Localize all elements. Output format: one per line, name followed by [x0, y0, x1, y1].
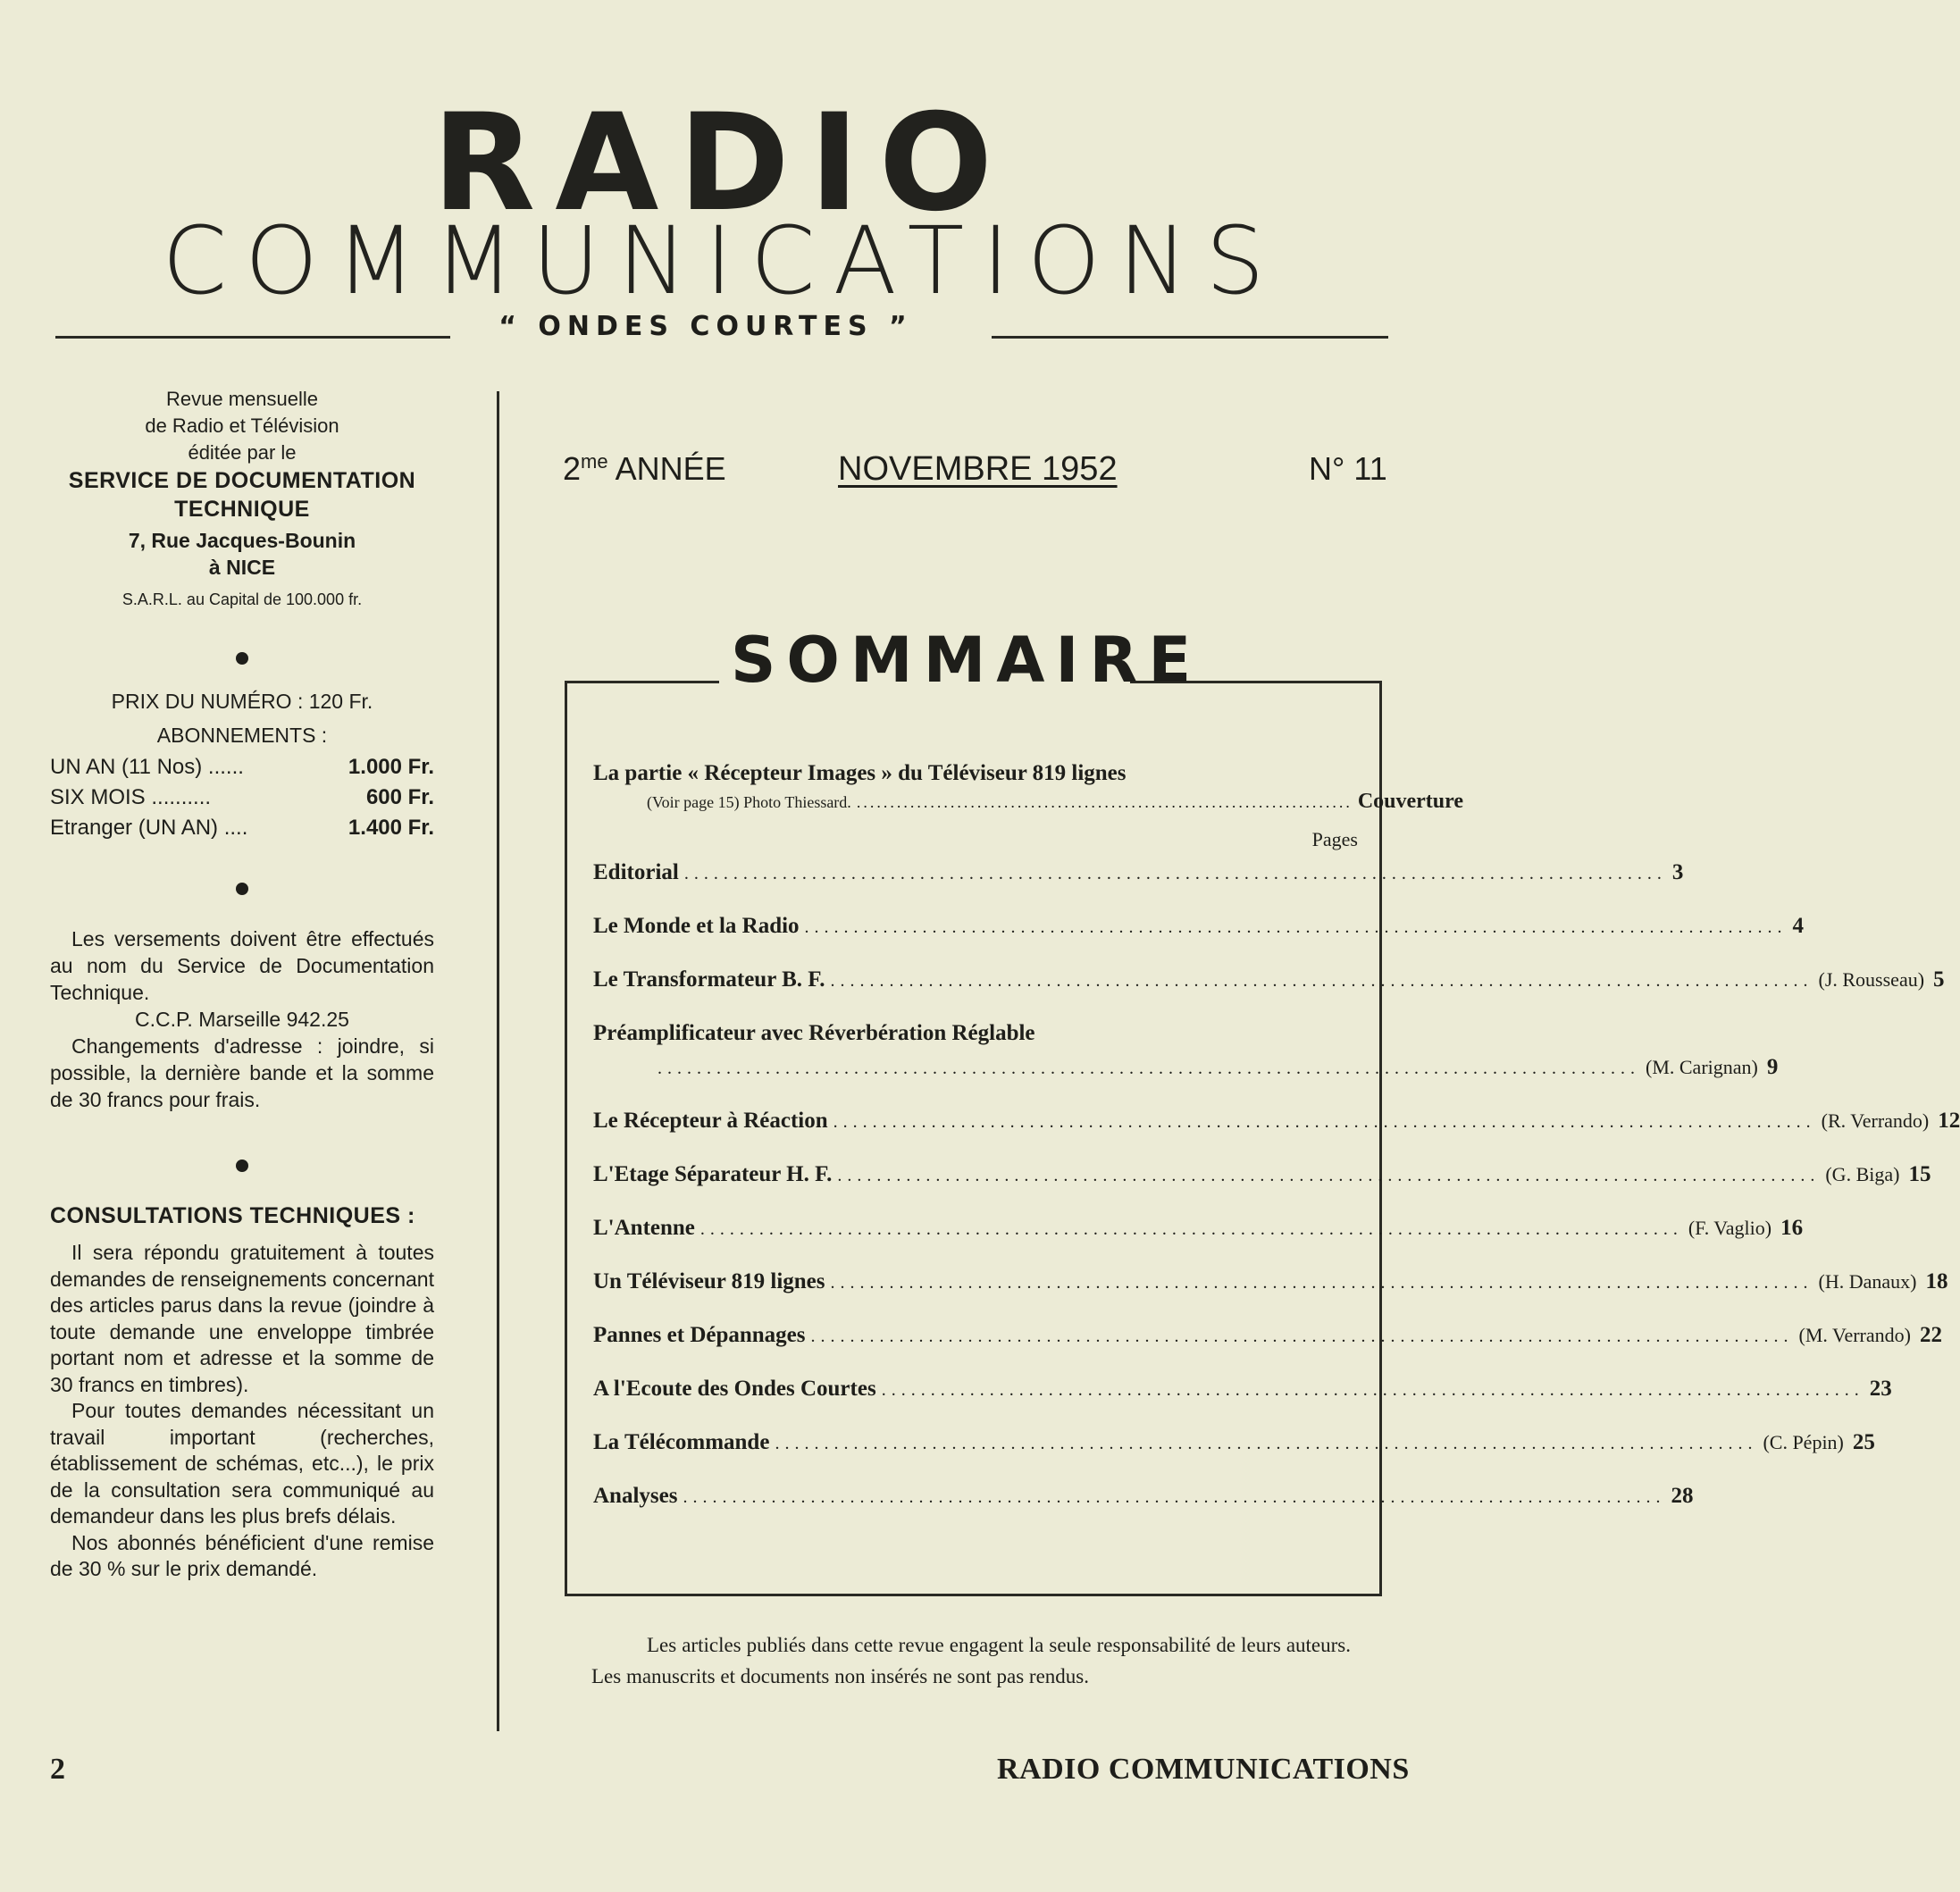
toc-entry: L'Etage Séparateur H. F. .................................................................................................... (G. Biga) 15 [593, 1162, 1931, 1186]
publisher-capital: S.A.R.L. au Capital de 100.000 fr. [121, 590, 363, 608]
consultations-para: Pour toutes demandes nécessitant un travail important (recherches, établissement de schémas, etc...), le prix de la consultation sera communiqué au demandeur dans les plus brefs délais. [50, 1399, 434, 1528]
ccp-number: C.C.P. Marseille 942.25 [135, 1008, 349, 1031]
table-of-contents [593, 761, 1960, 1518]
bullet-dot [236, 1159, 248, 1172]
toc-entry: Le Monde et la Radio .................................................................................................... 4 [593, 914, 1805, 938]
column-divider [497, 391, 499, 1731]
masthead-tagline: “ ONDES COURTES ” [498, 311, 913, 342]
consultations-para: Il sera répondu gratuitement à toutes demandes de renseignements concernant des articles parus dans la revue (joindre à toute demande une enveloppe timbrée portant nom et adresse et la somme de 30 francs en timbres). [50, 1241, 434, 1396]
consultations-heading: CONSULTATIONS TECHNIQUES : [50, 1203, 415, 1228]
price-line: PRIX DU NUMÉRO : 120 Fr. [111, 690, 373, 713]
toc-entry: Préamplificateur avec Réverbération Réglable .................................................................................................... (M. Carignan) 9 [593, 1021, 1779, 1079]
masthead-rule-left [55, 336, 450, 339]
disclaimer: Les articles publiés dans cette revue engagent la seule responsabilité de leurs auteurs. Les manuscrits et documents non insérés ne sont pas rendus. [591, 1634, 1351, 1687]
toc-entry: Pannes et Dépannages .................................................................................................... (M. Verrando) 22 [593, 1323, 1942, 1347]
cover-entry: (Voir page 15) Photo Thiessard. .......................................................................... Couverture [647, 790, 1464, 813]
left-column [50, 386, 434, 1583]
issue-date: NOVEMBRE 1952 [838, 450, 1118, 488]
subscription-table [50, 752, 434, 843]
publisher-name: SERVICE DE DOCUMENTATION [68, 468, 416, 493]
issue-year: $2^{me}$ ANNÉE [563, 450, 726, 487]
subscription-row: UN AN (11 Nos) ...... 1.000 Fr. [50, 755, 434, 779]
consultations-para: Nos abonnés bénéficient d'une remise de 30 % sur le prix demandé. [50, 1530, 434, 1580]
bullet-dot [236, 883, 248, 895]
toc-entry: Editorial .................................................................................................... 3 [593, 860, 1684, 884]
masthead-subtitle-title: COMMUNICATIONS [162, 206, 1283, 315]
toc-entry: A l'Ecoute des Ondes Courtes .................................................................................................... 23 [593, 1377, 1892, 1401]
subscription-row: Etranger (UN AN) .... 1.400 Fr. [50, 816, 434, 840]
publisher-street: 7, Rue Jacques-Bounin [128, 529, 356, 552]
subscription-row: SIX MOIS .......... 600 Fr. [50, 785, 434, 809]
masthead-title: RADIO [431, 86, 1013, 241]
page-number: 2 [50, 1753, 65, 1786]
masthead-rule-right [992, 336, 1388, 339]
consultations-block [50, 1240, 434, 1583]
toc-entry: La Télécommande .................................................................................................... (C. Pépin) 25 [593, 1430, 1875, 1454]
publisher-city: à NICE [208, 556, 276, 579]
footer-title: RADIO COMMUNICATIONS [997, 1753, 1410, 1786]
toc-entry: Le Récepteur à Réaction .................................................................................................... (R. Verrando) 12 [593, 1109, 1960, 1133]
subscriptions-heading: ABONNEMENTS : [156, 724, 328, 747]
sommaire-heading: SOMMAIRE [731, 624, 1202, 697]
issue-number: N° 11 [1309, 450, 1387, 487]
toc-entry: Le Transformateur B. F. .................................................................................................... (J. Rousseau) 5 [593, 967, 1945, 992]
publisher-block: Revue mensuelle de Radio et Télévision éditée par le SERVICE DE DOCUMENTATION TECHNIQUE 7, Rue Jacques-Bounin à NICE S.A.R.L. au Capital de 100.000 fr. [50, 386, 434, 613]
bullet-dot [236, 652, 248, 665]
toc-entry: Analyses .................................................................................................... 28 [593, 1484, 1694, 1508]
toc-entry: Un Téléviseur 819 lignes .................................................................................................... (H. Danaux) 18 [593, 1269, 1948, 1293]
pages-label: Pages [1311, 828, 1358, 850]
payment-block [50, 925, 434, 1113]
cover-entry-title: La partie « Récepteur Images » du Téléviseur 819 lignes [593, 761, 1127, 785]
address-change-text: Changements d'adresse : joindre, si possible, la dernière bande et la somme de 30 francs pour frais. [50, 1034, 434, 1111]
payment-text: Les versements doivent être effectués au nom du Service de Documentation Technique. [50, 927, 434, 1004]
toc-entry: L'Antenne .................................................................................................... (F. Vaglio) 16 [593, 1216, 1804, 1240]
